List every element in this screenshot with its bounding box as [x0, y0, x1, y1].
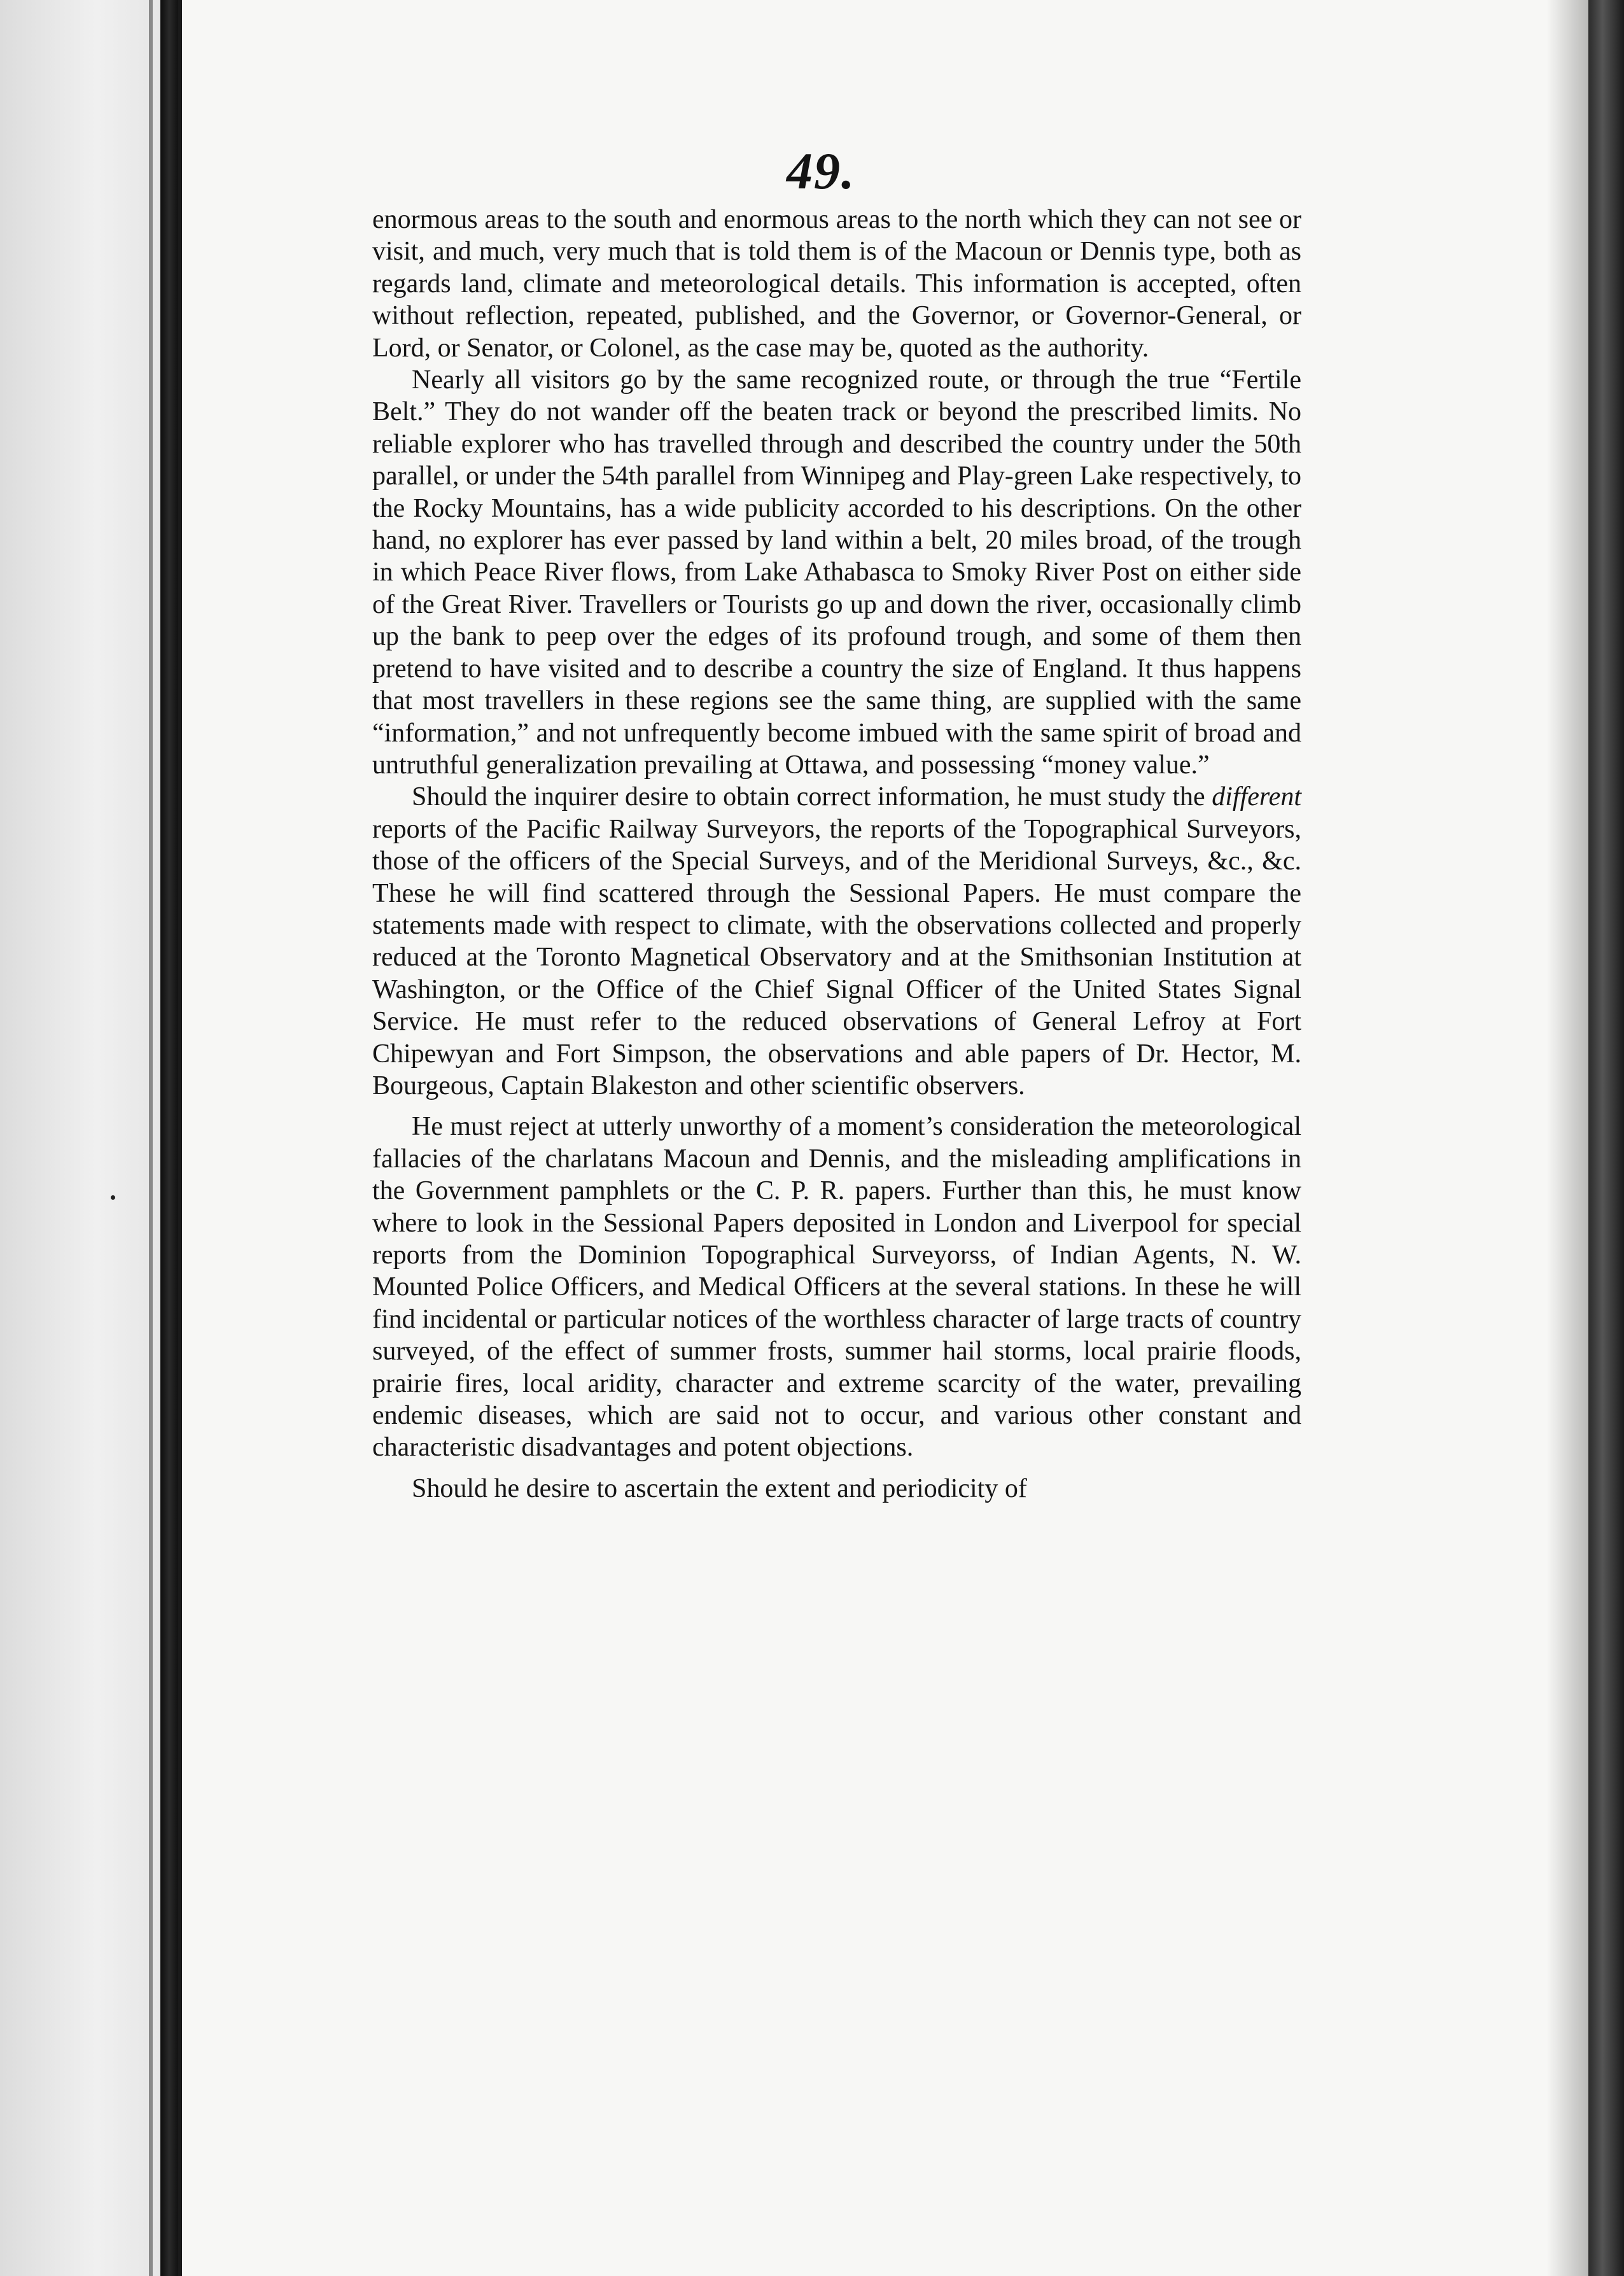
paragraph-3	[372, 781, 1301, 1102]
paragraph-5: Should he desire to ascertain the extent and periodicity of	[412, 1473, 1027, 1503]
book-gutter	[160, 0, 178, 2276]
page-shadow	[1546, 0, 1588, 2276]
paragraph-4: He must reject at utterly unworthy of a moment’s consideration the meteorological fallacies of the charlatans Macoun and Dennis, and the misleading amplifications in the Government pamphlets or the C. P. R. papers. Further than this, he must know where to look in the Sessional Papers deposited in London and Liverpool for special reports from the Dominion Topographical Surveyorss, of Indian Agents, N. W. Mounted Police Officers, and Medical Officers at the several stations. In these he will find incidental or particular notices of the worthless character of large tracts of country surveyed, of the effect of summer frosts, summer hail storms, local prairie floods, prairie fires, local aridity, character and extreme scarcity of the water, prevailing endemic diseases, which are said not to occur, and various other constant and characteristic disadvantages and potent objections.	[372, 1112, 1301, 1463]
paragraph-3-rest: reports of the Pacific Railway Surveyors, the reports of the Topographical Surveyors, those of the officers of the Special Surveys, and of the Meridional Surveys, &c., &c. These he will find scattered through the Sessional Papers. He must compare the statements made with respect to climate, with the observations collected and properly reduced at the Toronto Magnetical Observatory and at the Smithsonian Institution at Washington, or the Office of the Chief Signal Officer of the United States Signal Service. He must refer to the reduced observations of General Lefroy at Fort Chipewyan and Fort Simpson, the observations and able papers of Dr. Hector, M. Bourgeous, Captain Blakeston and other scientific observers.	[372, 814, 1301, 1100]
facing-page-fold	[149, 0, 153, 2276]
scan-speck	[111, 1195, 115, 1200]
facing-page	[0, 0, 160, 2276]
page-stack-edge	[1588, 0, 1624, 2276]
body-text	[372, 204, 1301, 1505]
page-number: 49.	[787, 142, 856, 200]
paragraph-2: Nearly all visitors go by the same recognized route, or through the true “Fertile Belt.” They do not wander off the beaten track or beyond the prescribed limits. No reliable explorer who has travelled through and described the country under the 50th parallel, or under the 54th parallel from Winnipeg and Play-green Lake respectively, to the Rocky Mountains, has a wide publicity accorded to his descriptions. On the other hand, no explorer has ever passed by land within a belt, 20 miles broad, of the trough in which Peace River flows, from Lake Athabasca to Smoky River Post on either side of the Great River. Travellers or Tourists go up and down the river, occasionally climb up the bank to peep over the edges of its profound trough, and some of them then pretend to have visited and to describe a country the size of England. It thus happens that most travellers in these regions see the same thing, are supplied with the same “information,” and not unfrequently become imbued with the same spirit of broad and untruthful generalization prevailing at Ottawa, and possessing “money value.”	[372, 365, 1301, 780]
paragraph-1: enormous areas to the south and enormous areas to the north which they can not see or visit, and much, very much that is told them is of the Macoun or Dennis type, both as regards land, climate and meteorological details. This information is accepted, often without reflection, repeated, published, and the Governor, or Governor-General, or Lord, or Senator, or Colonel, as the case may be, quoted as the authority.	[372, 205, 1301, 363]
italic-word-different: different	[1212, 782, 1301, 812]
paragraph-3-lead: Should the inquirer desire to obtain correct information, he must study the	[412, 782, 1212, 812]
